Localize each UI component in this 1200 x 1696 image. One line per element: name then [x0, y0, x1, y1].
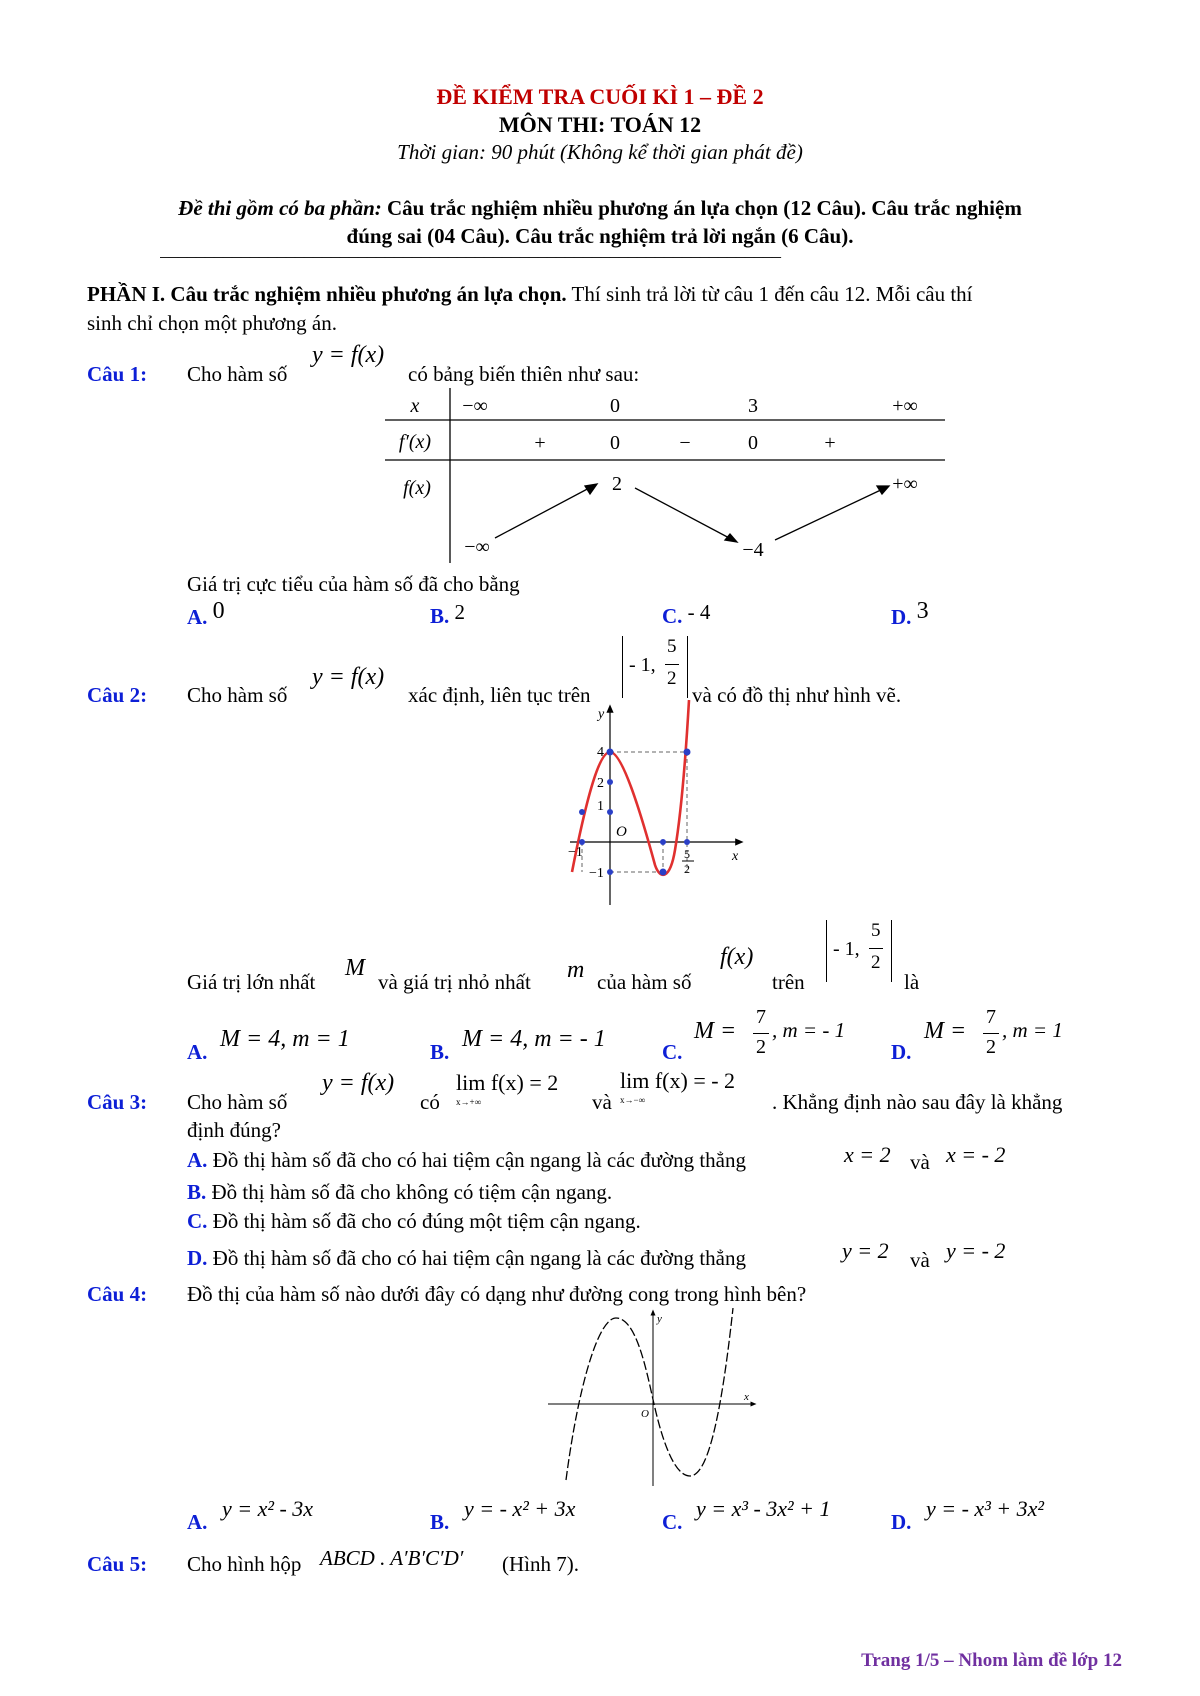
option-value: 2: [454, 600, 466, 624]
q2-tick-y: 4: [597, 745, 604, 760]
frac-pre: M =: [694, 1018, 737, 1044]
q4-option-a-value: y = x² - 3x: [222, 1496, 314, 1521]
q2-label: Câu 2:: [87, 683, 148, 707]
option-letter: C.: [662, 604, 683, 628]
option-letter: D.: [891, 1510, 912, 1534]
q3-option-a-m2: x = - 2: [946, 1142, 1006, 1167]
interval-num: 5: [871, 920, 881, 941]
option-text: Đồ thị hàm số đã cho có hai tiệm cận ngang là các đường thẳng: [207, 1246, 746, 1270]
tbl-x-val: +∞: [892, 395, 918, 417]
q3-text-b: có: [420, 1090, 440, 1114]
exam-subject: MÔN THI: TOÁN 12: [498, 112, 702, 137]
tbl-arrows: [495, 484, 889, 542]
q1-option-a[interactable]: [187, 598, 225, 631]
q2-tick-x: 5: [684, 847, 690, 861]
q2-q-c: của hàm số: [597, 970, 692, 994]
exam-title: ĐỀ KIỂM TRA CUỐI KÌ 1 – ĐỀ 2: [436, 84, 764, 109]
option-letter: C.: [662, 1510, 683, 1534]
tbl-x-val: 0: [610, 395, 620, 417]
tbl-fp-val: 0: [748, 432, 758, 454]
q2-x-label: x: [732, 849, 739, 864]
interval-num: 5: [667, 636, 677, 657]
option-letter: C.: [662, 1040, 683, 1064]
q1-text-b: có bảng biến thiên như sau:: [408, 362, 640, 386]
q2-tick-x: 2: [684, 862, 690, 876]
q2-option-b-value: M = 4, m = - 1: [462, 1026, 606, 1052]
q2-option-a[interactable]: [187, 1040, 207, 1065]
option-letter: B.: [187, 1180, 207, 1204]
frac-post: , m = - 1: [772, 1018, 846, 1042]
q3-option-d[interactable]: [187, 1246, 746, 1271]
frac-num: 7: [756, 1006, 766, 1028]
q2-q-d: trên: [772, 970, 805, 994]
q4-option-c[interactable]: [662, 1510, 682, 1535]
option-letter: D.: [891, 1040, 912, 1064]
q3-lim2: lim f(x) = - 2: [620, 1068, 736, 1093]
frac-bar: [983, 1033, 999, 1034]
q2-interval-2: [826, 920, 892, 982]
q2-fx: f(x): [720, 944, 754, 970]
option-text: Đồ thị hàm số đã cho có đúng một tiệm cận ngang.: [207, 1209, 641, 1233]
q4-option-d-value: y = - x³ + 3x²: [926, 1496, 1045, 1521]
exam-structure-line1: [0, 196, 1200, 221]
q3-text-a: Cho hàm số: [187, 1090, 288, 1114]
interval-bar: [869, 948, 883, 949]
q2-m: m: [567, 957, 585, 983]
q4-option-b-value: y = - x² + 3x: [464, 1496, 576, 1521]
frac-den: 2: [986, 1036, 996, 1058]
divider: –––––––––––––––––––––––––––––––––––––––––––––––––––––––––––––––––––––: [160, 246, 781, 266]
q2-option-d-value: [924, 1008, 1074, 1062]
q5-text-b: (Hình 7).: [502, 1552, 579, 1576]
q2-graph: [560, 700, 750, 915]
q1-option-b[interactable]: [430, 600, 466, 629]
interval-bar: [665, 664, 679, 665]
q2-func: y = f(x): [312, 664, 385, 690]
q4-y-label: y: [657, 1313, 662, 1325]
q3-option-a-and: và: [910, 1150, 930, 1174]
option-letter: B.: [430, 604, 450, 628]
q3-option-d-m1: y = 2: [842, 1238, 889, 1263]
option-letter: D.: [891, 605, 912, 629]
part1-intro-text: Thí sinh trả lời từ câu 1 đến câu 12. Mỗi câu thí: [566, 282, 973, 306]
tbl-fp-val: +: [534, 432, 546, 454]
option-value: 0: [212, 598, 225, 624]
q1-variation-table: [385, 388, 945, 568]
q4-label: Câu 4:: [87, 1282, 148, 1306]
part1-heading: PHẦN I. Câu trắc nghiệm nhiều phương án lựa chọn.: [87, 282, 567, 306]
q3-option-d-m2: y = - 2: [946, 1238, 1006, 1263]
q2-q-b: và giá trị nhỏ nhất: [378, 970, 531, 994]
q5-text-a: Cho hình hộp: [187, 1552, 302, 1576]
frac-pre: M =: [924, 1018, 967, 1044]
q2-tick-x: −1: [568, 845, 583, 860]
footer-group: – Nhom làm đề lớp 12: [939, 1650, 1122, 1671]
q2-tick-y: 2: [597, 776, 604, 791]
interval-den: 2: [871, 952, 881, 973]
interval-left: - 1,: [629, 654, 656, 676]
q1-label: Câu 1:: [87, 362, 148, 386]
option-value: - 4: [687, 600, 711, 624]
q2-text-b: xác định, liên tục trên: [408, 683, 591, 707]
frac-den: 2: [756, 1036, 766, 1058]
structure-text1: Câu trắc nghiệm nhiều phương án lựa chọn (12 Câu). Câu trắc nghiệm: [381, 196, 1022, 220]
footer: [861, 1650, 1122, 1672]
tbl-x-label: x: [410, 395, 420, 417]
tbl-fp-val: 0: [610, 432, 620, 454]
tbl-fp-val: −: [679, 432, 691, 454]
q3-text-d: . Khẳng định nào sau đây là khẳng: [772, 1090, 1063, 1114]
q3-option-d-and: và: [910, 1248, 930, 1272]
q2-option-d[interactable]: [891, 1040, 911, 1065]
option-text: Đồ thị hàm số đã cho không có tiệm cận ngang.: [206, 1180, 613, 1204]
q4-x-label: x: [744, 1391, 749, 1403]
interval-den: 2: [667, 668, 677, 689]
option-letter: B.: [430, 1510, 450, 1534]
q3-option-c[interactable]: [187, 1209, 641, 1234]
tbl-f-label: f(x): [403, 477, 431, 499]
q1-option-c[interactable]: [662, 600, 711, 629]
q3-option-b[interactable]: [187, 1180, 612, 1205]
q3-text-c: và: [592, 1090, 612, 1114]
q3-text-e: định đúng?: [187, 1118, 281, 1142]
q2-option-c-value: [694, 1008, 864, 1062]
q4-option-c-value: y = x³ - 3x² + 1: [696, 1496, 831, 1521]
option-letter: A.: [187, 1040, 208, 1064]
q2-option-a-value: M = 4, m = 1: [220, 1026, 350, 1052]
q1-text-a: Cho hàm số: [187, 362, 288, 386]
q3-option-a[interactable]: [187, 1148, 746, 1173]
option-letter: A.: [187, 1148, 208, 1172]
q3-lim1-sub: x→+∞: [456, 1097, 481, 1107]
q4-option-d[interactable]: [891, 1510, 911, 1535]
q2-option-b[interactable]: [430, 1040, 449, 1065]
structure-label: Đề thi gồm có ba phần:: [178, 196, 382, 220]
option-letter: C.: [187, 1209, 208, 1233]
q4-curve: [566, 1308, 733, 1480]
q2-y-label: y: [598, 707, 605, 722]
q3-lim2-sub: x→−∞: [620, 1095, 645, 1105]
q3-label: Câu 3:: [87, 1090, 148, 1114]
tbl-fp-label: f′(x): [398, 431, 432, 453]
q2-tick-y: 1: [597, 799, 604, 814]
q2-text-a: Cho hàm số: [187, 683, 288, 707]
frac-bar: [753, 1033, 769, 1034]
q2-origin: O: [616, 824, 627, 840]
exam-structure-line2: đúng sai (04 Câu). Câu trắc nghiệm trả lời ngắn (6 Câu).: [346, 224, 854, 248]
tbl-f-val: +∞: [892, 473, 918, 495]
option-text: Đồ thị hàm số đã cho có hai tiệm cận ngang là các đường thẳng: [207, 1148, 746, 1172]
q5-shape: ABCD . A′B′C′D′: [320, 1546, 464, 1570]
q3-func: y = f(x): [322, 1070, 395, 1096]
q2-q-a: Giá trị lớn nhất: [187, 970, 316, 994]
q2-option-c[interactable]: [662, 1040, 682, 1065]
q1-func: y = f(x): [312, 342, 385, 368]
q4-graph: [548, 1308, 768, 1488]
option-letter: A.: [187, 1510, 208, 1534]
frac-num: 7: [986, 1006, 996, 1028]
q4-origin: O: [641, 1408, 649, 1420]
tbl-f-val: 2: [612, 473, 622, 495]
exam-time: Thời gian: 90 phút (Không kể thời gian phát đề): [397, 140, 803, 164]
q4-text: Đồ thị của hàm số nào dưới đây có dạng như đường cong trong hình bên?: [187, 1282, 807, 1306]
tbl-f-val: −∞: [464, 536, 490, 558]
tbl-x-val: 3: [748, 395, 758, 417]
option-letter: A.: [187, 605, 208, 629]
q1-option-d[interactable]: [891, 598, 929, 631]
tbl-x-val: −∞: [462, 395, 488, 417]
q3-option-a-m1: x = 2: [844, 1142, 891, 1167]
q5-label: Câu 5:: [87, 1552, 148, 1576]
tbl-f-val: −4: [742, 539, 764, 561]
frac-post: , m = 1: [1002, 1018, 1063, 1042]
interval-left: - 1,: [833, 938, 860, 960]
part1-intro-line2: sinh chỉ chọn một phương án.: [87, 311, 337, 335]
q2-tick-y: −1: [589, 866, 604, 881]
q1-question: Giá trị cực tiểu của hàm số đã cho bằng: [187, 572, 520, 596]
q4-option-b[interactable]: [430, 1510, 449, 1535]
q2-interval: [622, 636, 688, 698]
footer-page: Trang 1/5: [861, 1650, 940, 1671]
part1-intro: [87, 282, 1127, 307]
option-letter: D.: [187, 1246, 208, 1270]
option-value: 3: [916, 598, 929, 624]
q2-text-c: và có đồ thị như hình vẽ.: [692, 683, 902, 707]
q2-M: M: [345, 955, 365, 981]
option-letter: B.: [430, 1040, 450, 1064]
tbl-fp-val: +: [824, 432, 836, 454]
q2-curve: [572, 700, 689, 875]
q4-option-a[interactable]: [187, 1510, 207, 1535]
q2-q-e: là: [904, 970, 920, 994]
q3-lim1: lim f(x) = 2: [456, 1070, 559, 1095]
